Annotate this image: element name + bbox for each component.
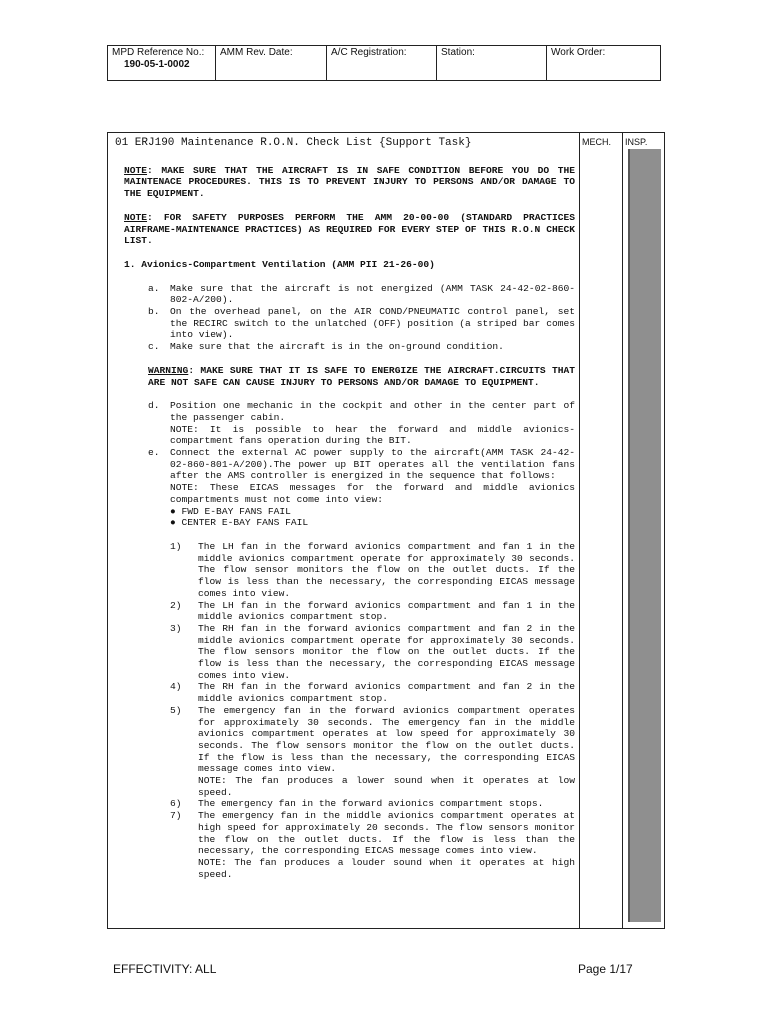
mpd-reference-value: 190-05-1-0002 bbox=[124, 59, 190, 70]
work-order-label: Work Order: bbox=[551, 47, 606, 58]
list-item: b. On the overhead panel, on the AIR COND/PNEUMATIC control panel, set the RECIRC switch to the unlatched (OFF) position (a striped bar comes into view). bbox=[148, 306, 575, 341]
mech-column-header: MECH. bbox=[582, 137, 611, 147]
station-cell bbox=[437, 46, 547, 80]
task-content bbox=[115, 138, 575, 880]
step-item: 6) The emergency fan in the forward avionics compartment stops. bbox=[170, 798, 544, 810]
eicas-bullet: ● CENTER E-BAY FANS FAIL bbox=[170, 517, 309, 529]
mpd-reference-cell bbox=[108, 46, 216, 80]
safety-note-2: NOTE: FOR SAFETY PURPOSES PERFORM THE AMM 20-00-00 (STANDARD PRACTICES AIRFRAME-MAINTENANCE PRACTICES) AS REQUIRED FOR EVERY STEP OF THIS R.O.N CHECK LIST. bbox=[124, 211, 575, 247]
step-item: 4) The RH fan in the forward avionics compartment and fan 2 in the middle avionics compartment stop. bbox=[170, 681, 575, 705]
safety-note-1: NOTE: MAKE SURE THAT THE AIRCRAFT IS IN SAFE CONDITION BEFORE YOU DO THE MAINTENACE PROCEDURES. THIS IS TO PREVENT INJURY TO PERSONS AND/OR DAMAGE TO THE EQUIPMENT. bbox=[124, 164, 575, 200]
list-item: a. Make sure that the aircraft is not energized (AMM TASK 24-42-02-860-802-A/200). bbox=[148, 282, 575, 306]
station-label: Station: bbox=[441, 47, 475, 58]
ac-registration-cell bbox=[327, 46, 437, 80]
page-number: Page 1/17 bbox=[578, 962, 633, 976]
section-heading: 1. Avionics-Compartment Ventilation (AMM PII 21-26-00) bbox=[124, 258, 435, 270]
mech-signoff-column[interactable] bbox=[579, 133, 623, 928]
task-title: 01 ERJ190 Maintenance R.O.N. Check List {Support Task} bbox=[115, 137, 472, 149]
ac-registration-label: A/C Registration: bbox=[331, 47, 407, 58]
effectivity-label: EFFECTIVITY: ALL bbox=[113, 962, 217, 976]
insp-signoff-column[interactable] bbox=[622, 133, 664, 928]
task-column bbox=[108, 133, 580, 928]
warning-note: WARNING: MAKE SURE THAT IT IS SAFE TO ENERGIZE THE AIRCRAFT.CIRCUITS THAT ARE NOT SAFE CAN CAUSE INJURY TO PERSONS AND/OR DAMAGE TO EQUIPMENT. bbox=[148, 364, 575, 388]
eicas-bullet: ● FWD E-BAY FANS FAIL bbox=[170, 505, 291, 517]
insp-column-header: INSP. bbox=[625, 137, 648, 147]
step-item: 3) The RH fan in the forward avionics compartment and fan 2 in the middle avionics compartment operate for approximately 30 seconds. The flow sensors monitor the flow on the outlet ducts. If the flow is less than the necessary, the corresponding EICAS message comes into view. bbox=[170, 622, 575, 681]
step-item: 7) The emergency fan in the middle avionics compartment operates at high speed for approximately 20 seconds. The flow sensors monitor the flow on the outlet ducts. If the flow is less than the necessary, the corresponding EICAS message comes into view. NOTE: The fan produces a louder sound when it operates at high speed. bbox=[170, 810, 575, 880]
header-table bbox=[107, 45, 661, 81]
amm-rev-date-label: AMM Rev. Date: bbox=[220, 47, 293, 58]
list-item: d. Position one mechanic in the cockpit and other in the center part of the passenger cabin. NOTE: It is possible to hear the forward and middle avionics-compartment fans operation during the BIT. bbox=[148, 400, 575, 447]
work-order-cell bbox=[547, 46, 660, 80]
list-item: c. Make sure that the aircraft is in the on-ground condition. bbox=[148, 341, 504, 353]
step-item: 2) The LH fan in the forward avionics compartment and fan 1 in the middle avionics compartment stop. bbox=[170, 599, 575, 623]
checklist-frame bbox=[107, 132, 665, 929]
step-item: 1) The LH fan in the forward avionics compartment and fan 1 in the middle avionics compartment operate for approximately 30 seconds. The flow sensor monitors the flow on the outlet ducts. If the flow is less than the necessary, the corresponding EICAS message comes into view. bbox=[170, 540, 575, 599]
mpd-reference-label: MPD Reference No.: bbox=[112, 47, 205, 58]
insp-shaded-area bbox=[628, 149, 661, 922]
step-item: 5) The emergency fan in the forward avionics compartment operates for approximately 30 seconds. The emergency fan in the middle avionics compartment operates at low speed for approximately 30 seconds. The flow sensors monitor the flow on the outlet ducts. If the flow is less than the necessary, the corresponding EICAS message comes into view. NOTE: The fan produces a lower sound when it operates at low speed. bbox=[170, 704, 575, 798]
list-item: e. Connect the external AC power supply to the aircraft(AMM TASK 24-42-02-860-801-A/200).The power up BIT operates all the ventilation fans after the AMS controller is energized in the sequence that follows: NOTE: These EICAS messages for the forward and middle avionics compartments must not come into view: bbox=[148, 447, 575, 505]
amm-rev-date-cell bbox=[216, 46, 327, 80]
